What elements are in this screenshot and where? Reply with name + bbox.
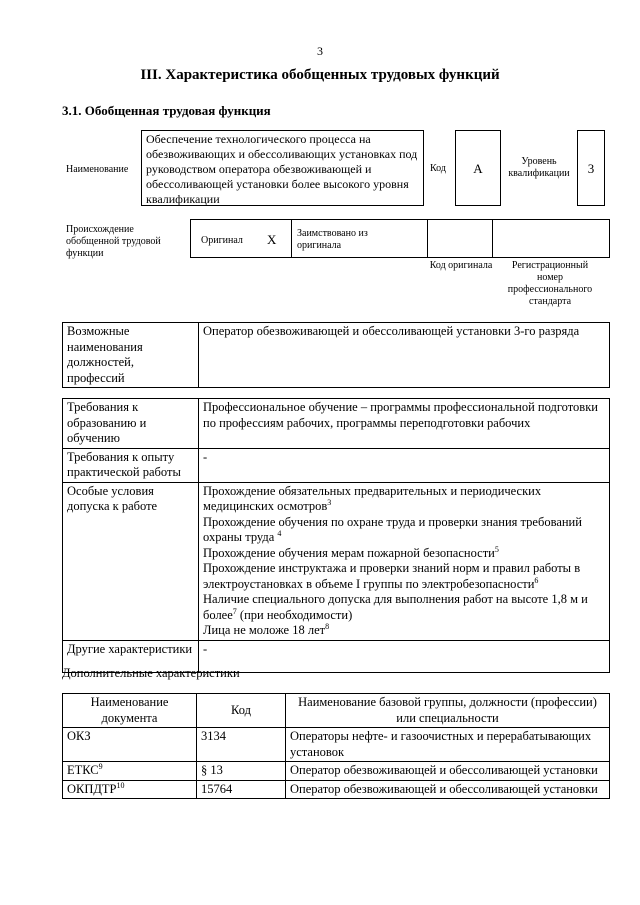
reg-number-caption: Регистрационный номер профессионального стандарта [507, 260, 593, 307]
table-row: ЕТКС$^9$ § 13 Оператор обезвоживающей и обессоливающей установки [63, 762, 610, 781]
additional-table [62, 693, 610, 799]
req-value: - [199, 640, 610, 672]
code-label: Код [430, 163, 446, 174]
borrowed-label: Заимствовано из оригинала [297, 228, 368, 251]
page-number: 3 [317, 44, 323, 58]
req-line: Лица не моложе 18 лет$^8$ [203, 621, 330, 637]
code-original-caption: Код оригинала [429, 260, 493, 271]
origin-label: Происхождение обобщенной трудовой функции [66, 224, 161, 259]
req-row-special-conditions [63, 482, 610, 640]
req-row-education [63, 399, 610, 449]
original-mark: X [267, 232, 277, 247]
req-line: Наличие специального допуска для выполнения работ на высоте 1,8 м и более$^7$ (при необходимости) [203, 592, 588, 622]
req-line: Прохождение обучения мерам пожарной безопасности$^5$ [203, 544, 499, 560]
origin-row [190, 219, 610, 258]
requirements-table [62, 398, 610, 673]
section-title: III. Характеристика обобщенных трудовых функций [140, 67, 500, 83]
req-line: Прохождение инструктажа и проверки знаний норм и правил работы в электроустановках в объеме I группы по электробезопасности$^6$ [203, 561, 581, 591]
req-value: Профессиональное обучение – программы профессиональной подготовки по профессиям рабочих, программы переподготовки рабочих [199, 399, 610, 449]
additional-header-row [63, 694, 610, 728]
req-label: Требования к образованию и обучению [63, 399, 199, 449]
req-line: Прохождение обязательных предварительных и периодических медицинских осмотров$^3$ [203, 483, 542, 513]
positions-value: Оператор обезвоживающей и обессоливающей установки 3-го разряда [199, 323, 610, 388]
additional-title: Дополнительные характеристики [62, 666, 240, 680]
req-label: Особые условия допуска к работе [63, 482, 199, 640]
req-value-list [199, 482, 610, 640]
header-doc: Наименование документа [63, 694, 197, 728]
level-label: Уровень квалификации [508, 156, 570, 179]
req-row-experience [63, 448, 610, 482]
header-name: Наименование базовой группы, должности (профессии) или специальности [286, 694, 610, 728]
table-row: ОКЗ 3134 Операторы нефте- и газоочистных и перерабатывающих установок [63, 728, 610, 762]
gtf-level-value: 3 [577, 130, 605, 206]
req-label: Другие характеристики [63, 640, 199, 672]
req-value: - [199, 448, 610, 482]
gtf-code-value: А [455, 130, 501, 206]
gtf-name-value: Обеспечение технологического процесса на обезвоживающих и обессоливающих установках под руководством оператора обезвоживающей и обессоливающей установки более высокого уровня квалификации [141, 130, 424, 206]
subsection-title: 3.1. Обобщенная трудовая функция [62, 103, 271, 118]
original-label: Оригинал [201, 235, 243, 246]
table-row: ОКПДТР$^{10}$ 15764 Оператор обезвоживающей и обессоливающей установки [63, 780, 610, 799]
req-label: Требования к опыту практической работы [63, 448, 199, 482]
name-label: Наименование [66, 164, 129, 175]
positions-table [62, 322, 610, 388]
header-code: Код [197, 694, 286, 728]
req-line: Прохождение обучения по охране труда и проверки знания требований охраны труда $^4$ [203, 514, 582, 544]
positions-label: Возможные наименования должностей, профессий [63, 323, 199, 388]
